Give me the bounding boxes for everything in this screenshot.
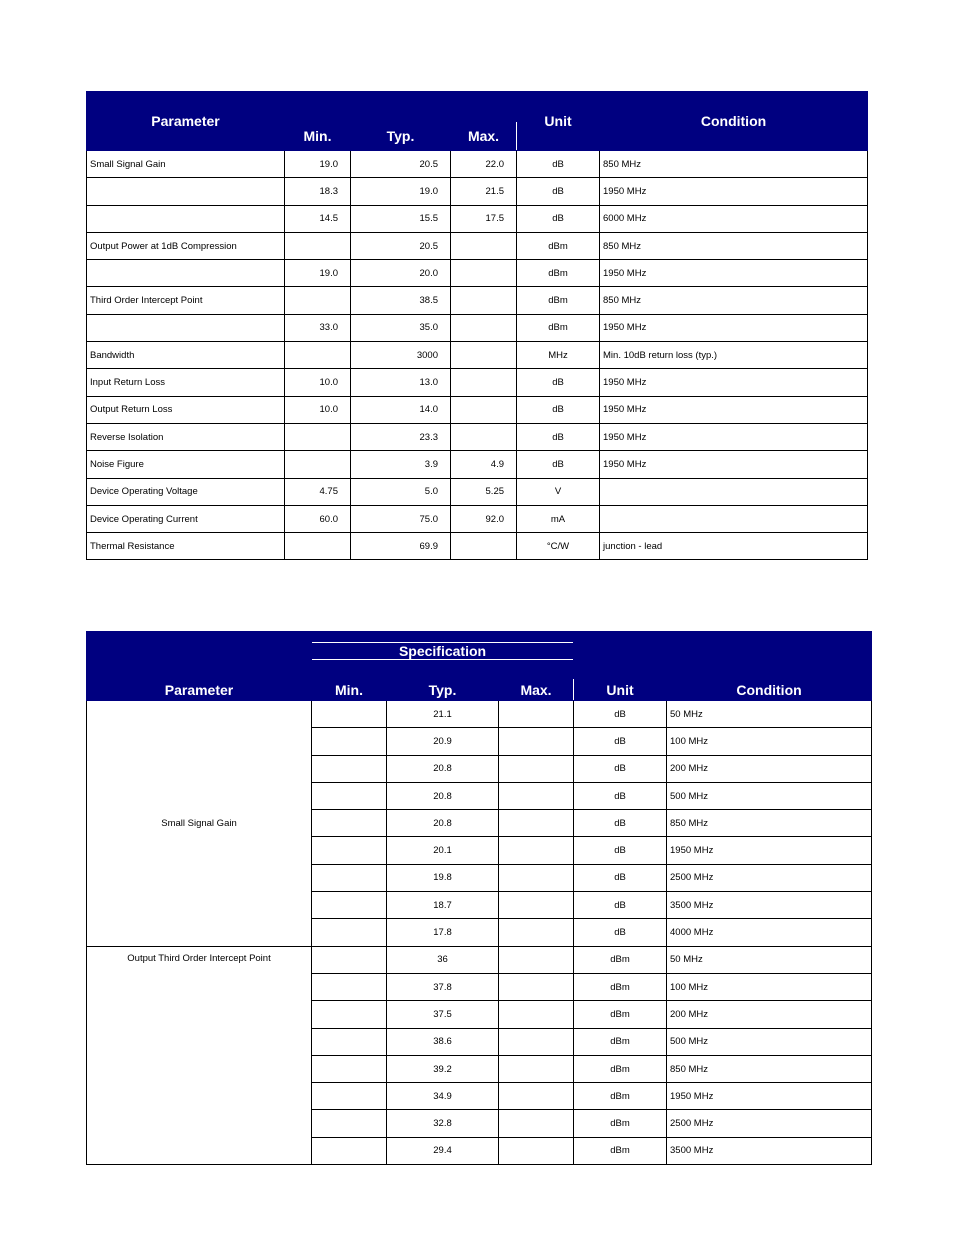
typ-cell: 14.0 bbox=[351, 396, 451, 423]
condition-cell bbox=[600, 478, 868, 505]
min-cell bbox=[312, 755, 387, 782]
condition-cell: 1950 MHz bbox=[667, 1083, 872, 1110]
condition-cell: 850 MHz bbox=[600, 232, 868, 259]
unit-cell: dB bbox=[574, 810, 667, 837]
typ-cell: 34.9 bbox=[387, 1083, 499, 1110]
condition-cell: 1950 MHz bbox=[600, 396, 868, 423]
min-cell bbox=[312, 728, 387, 755]
max-cell bbox=[451, 260, 517, 287]
typ-cell: 39.2 bbox=[387, 1055, 499, 1082]
condition-cell: 850 MHz bbox=[600, 151, 868, 178]
header-typ: Typ. bbox=[351, 122, 451, 151]
unit-cell: dBm bbox=[574, 1001, 667, 1028]
min-cell bbox=[312, 810, 387, 837]
max-cell bbox=[499, 728, 574, 755]
header-condition: Condition bbox=[600, 92, 868, 151]
table-row bbox=[87, 946, 872, 973]
min-cell: 19.0 bbox=[285, 151, 351, 178]
typ-cell: 20.9 bbox=[387, 728, 499, 755]
unit-cell: V bbox=[517, 478, 600, 505]
frequency-table-header bbox=[87, 632, 872, 701]
max-cell bbox=[499, 1028, 574, 1055]
condition-cell: 3500 MHz bbox=[667, 892, 872, 919]
typ-cell: 36 bbox=[387, 946, 499, 973]
unit-cell: dB bbox=[517, 451, 600, 478]
parameter-cell: Thermal Resistance bbox=[87, 533, 285, 560]
max-cell bbox=[499, 837, 574, 864]
min-cell bbox=[312, 1028, 387, 1055]
unit-cell: dBm bbox=[517, 260, 600, 287]
max-cell bbox=[451, 423, 517, 450]
header-unit: Unit bbox=[517, 92, 600, 151]
unit-cell: dB bbox=[574, 919, 667, 946]
condition-cell: 1950 MHz bbox=[600, 423, 868, 450]
max-cell bbox=[499, 1001, 574, 1028]
typ-cell: 38.5 bbox=[351, 287, 451, 314]
max-cell bbox=[499, 919, 574, 946]
max-cell: 22.0 bbox=[451, 151, 517, 178]
min-cell bbox=[285, 342, 351, 369]
max-cell bbox=[499, 973, 574, 1000]
spec-gap bbox=[312, 660, 573, 678]
header-spec-group bbox=[285, 92, 517, 122]
condition-cell: 1950 MHz bbox=[600, 260, 868, 287]
max-cell bbox=[451, 287, 517, 314]
condition-cell: Min. 10dB return loss (typ.) bbox=[600, 342, 868, 369]
condition-cell bbox=[600, 505, 868, 532]
header-max: Max. bbox=[499, 679, 574, 701]
header-unit: Unit bbox=[574, 632, 667, 701]
max-cell bbox=[451, 314, 517, 341]
max-cell: 4.9 bbox=[451, 451, 517, 478]
typ-cell: 19.8 bbox=[387, 864, 499, 891]
table-row bbox=[87, 342, 868, 369]
parameter-cell: Small Signal Gain bbox=[87, 151, 285, 178]
max-cell bbox=[451, 533, 517, 560]
table-row bbox=[87, 287, 868, 314]
spec-spacer bbox=[312, 632, 573, 643]
table-row bbox=[87, 369, 868, 396]
max-cell bbox=[451, 342, 517, 369]
max-cell bbox=[499, 1137, 574, 1164]
max-cell bbox=[451, 396, 517, 423]
condition-cell: 850 MHz bbox=[600, 287, 868, 314]
parameter-cell: Noise Figure bbox=[87, 451, 285, 478]
min-cell bbox=[285, 533, 351, 560]
condition-cell: 1950 MHz bbox=[600, 314, 868, 341]
condition-cell: junction - lead bbox=[600, 533, 868, 560]
typ-cell: 5.0 bbox=[351, 478, 451, 505]
condition-cell: 50 MHz bbox=[667, 946, 872, 973]
header-parameter: Parameter bbox=[87, 632, 312, 701]
min-cell bbox=[312, 1083, 387, 1110]
typ-cell: 32.8 bbox=[387, 1110, 499, 1137]
min-cell bbox=[312, 892, 387, 919]
unit-cell: dB bbox=[517, 369, 600, 396]
condition-cell: 500 MHz bbox=[667, 1028, 872, 1055]
parameter-group-cell: Small Signal Gain bbox=[87, 701, 312, 947]
header-min: Min. bbox=[312, 679, 387, 701]
min-cell bbox=[312, 1137, 387, 1164]
min-cell bbox=[312, 1001, 387, 1028]
min-cell: 14.5 bbox=[285, 205, 351, 232]
min-cell bbox=[285, 232, 351, 259]
unit-cell: dB bbox=[517, 423, 600, 450]
specifications-table-header bbox=[87, 92, 868, 151]
min-cell bbox=[312, 946, 387, 973]
min-cell: 18.3 bbox=[285, 178, 351, 205]
table-row bbox=[87, 423, 868, 450]
typ-cell: 20.8 bbox=[387, 810, 499, 837]
table-row bbox=[87, 505, 868, 532]
max-cell bbox=[499, 1083, 574, 1110]
typ-cell: 20.8 bbox=[387, 782, 499, 809]
table-row bbox=[87, 151, 868, 178]
max-cell bbox=[499, 810, 574, 837]
condition-cell: 2500 MHz bbox=[667, 864, 872, 891]
table-row bbox=[87, 451, 868, 478]
condition-cell: 4000 MHz bbox=[667, 919, 872, 946]
parameter-group-cell: Output Third Order Intercept Point bbox=[87, 946, 312, 1164]
parameter-cell: Reverse Isolation bbox=[87, 423, 285, 450]
min-cell bbox=[312, 782, 387, 809]
min-cell bbox=[285, 451, 351, 478]
unit-cell: MHz bbox=[517, 342, 600, 369]
min-cell bbox=[312, 701, 387, 728]
parameter-cell: Output Power at 1dB Compression bbox=[87, 232, 285, 259]
unit-cell: dB bbox=[574, 892, 667, 919]
parameter-cell bbox=[87, 205, 285, 232]
typ-cell: 3.9 bbox=[351, 451, 451, 478]
typ-cell: 18.7 bbox=[387, 892, 499, 919]
condition-cell: 2500 MHz bbox=[667, 1110, 872, 1137]
max-cell bbox=[499, 946, 574, 973]
min-cell bbox=[312, 1110, 387, 1137]
typ-cell: 20.5 bbox=[351, 232, 451, 259]
typ-cell: 37.8 bbox=[387, 973, 499, 1000]
max-cell bbox=[499, 755, 574, 782]
max-cell bbox=[499, 1110, 574, 1137]
typ-cell: 20.0 bbox=[351, 260, 451, 287]
unit-cell: dB bbox=[574, 864, 667, 891]
max-cell bbox=[499, 1055, 574, 1082]
max-cell: 17.5 bbox=[451, 205, 517, 232]
parameter-cell: Device Operating Voltage bbox=[87, 478, 285, 505]
unit-cell: dBm bbox=[574, 946, 667, 973]
min-cell: 10.0 bbox=[285, 396, 351, 423]
condition-cell: 1950 MHz bbox=[600, 451, 868, 478]
parameter-cell: Third Order Intercept Point bbox=[87, 287, 285, 314]
min-cell bbox=[285, 423, 351, 450]
parameter-cell bbox=[87, 178, 285, 205]
typ-cell: 20.5 bbox=[351, 151, 451, 178]
unit-cell: dBm bbox=[517, 314, 600, 341]
max-cell: 92.0 bbox=[451, 505, 517, 532]
unit-cell: dBm bbox=[574, 1137, 667, 1164]
parameter-cell: Output Return Loss bbox=[87, 396, 285, 423]
table-row bbox=[87, 314, 868, 341]
table-row bbox=[87, 396, 868, 423]
typ-cell: 37.5 bbox=[387, 1001, 499, 1028]
typ-cell: 15.5 bbox=[351, 205, 451, 232]
unit-cell: dB bbox=[517, 151, 600, 178]
condition-cell: 850 MHz bbox=[667, 1055, 872, 1082]
header-specification: Specification bbox=[312, 643, 573, 660]
min-cell: 4.75 bbox=[285, 478, 351, 505]
max-cell: 5.25 bbox=[451, 478, 517, 505]
parameter-cell: Bandwidth bbox=[87, 342, 285, 369]
header-parameter: Parameter bbox=[87, 92, 285, 151]
condition-cell: 200 MHz bbox=[667, 1001, 872, 1028]
header-specification-cell bbox=[312, 632, 574, 679]
min-cell bbox=[312, 1055, 387, 1082]
parameter-cell bbox=[87, 260, 285, 287]
typ-cell: 29.4 bbox=[387, 1137, 499, 1164]
condition-cell: 1950 MHz bbox=[667, 837, 872, 864]
typ-cell: 35.0 bbox=[351, 314, 451, 341]
max-cell bbox=[451, 232, 517, 259]
typ-cell: 13.0 bbox=[351, 369, 451, 396]
condition-cell: 200 MHz bbox=[667, 755, 872, 782]
condition-cell: 1950 MHz bbox=[600, 178, 868, 205]
unit-cell: dB bbox=[517, 205, 600, 232]
typ-cell: 21.1 bbox=[387, 701, 499, 728]
unit-cell: dBm bbox=[517, 232, 600, 259]
max-cell: 21.5 bbox=[451, 178, 517, 205]
max-cell bbox=[499, 864, 574, 891]
min-cell: 60.0 bbox=[285, 505, 351, 532]
typ-cell: 38.6 bbox=[387, 1028, 499, 1055]
typ-cell: 69.9 bbox=[351, 533, 451, 560]
unit-cell: dBm bbox=[574, 973, 667, 1000]
specifications-table bbox=[86, 91, 868, 560]
table-row bbox=[87, 701, 872, 728]
unit-cell: dB bbox=[517, 178, 600, 205]
condition-cell: 6000 MHz bbox=[600, 205, 868, 232]
parameter-cell: Input Return Loss bbox=[87, 369, 285, 396]
header-max: Max. bbox=[451, 122, 517, 151]
unit-cell: mA bbox=[517, 505, 600, 532]
unit-cell: dB bbox=[574, 837, 667, 864]
min-cell bbox=[312, 919, 387, 946]
typ-cell: 3000 bbox=[351, 342, 451, 369]
condition-cell: 50 MHz bbox=[667, 701, 872, 728]
min-cell: 33.0 bbox=[285, 314, 351, 341]
table-row bbox=[87, 478, 868, 505]
condition-cell: 100 MHz bbox=[667, 973, 872, 1000]
condition-cell: 850 MHz bbox=[667, 810, 872, 837]
condition-cell: 1950 MHz bbox=[600, 369, 868, 396]
condition-cell: 3500 MHz bbox=[667, 1137, 872, 1164]
typ-cell: 75.0 bbox=[351, 505, 451, 532]
table-row bbox=[87, 260, 868, 287]
typ-cell: 19.0 bbox=[351, 178, 451, 205]
unit-cell: dBm bbox=[574, 1110, 667, 1137]
specifications-table-body bbox=[87, 151, 868, 560]
header-condition: Condition bbox=[667, 632, 872, 701]
unit-cell: dB bbox=[574, 782, 667, 809]
min-cell: 10.0 bbox=[285, 369, 351, 396]
header-typ: Typ. bbox=[387, 679, 499, 701]
typ-cell: 23.3 bbox=[351, 423, 451, 450]
header-min: Min. bbox=[285, 122, 351, 151]
table-row bbox=[87, 205, 868, 232]
table-row bbox=[87, 178, 868, 205]
unit-cell: dB bbox=[574, 701, 667, 728]
unit-cell: dB bbox=[517, 396, 600, 423]
min-cell bbox=[312, 973, 387, 1000]
table-row bbox=[87, 533, 868, 560]
max-cell bbox=[451, 369, 517, 396]
min-cell bbox=[312, 837, 387, 864]
table-row bbox=[87, 232, 868, 259]
typ-cell: 20.1 bbox=[387, 837, 499, 864]
parameter-cell bbox=[87, 314, 285, 341]
condition-cell: 100 MHz bbox=[667, 728, 872, 755]
max-cell bbox=[499, 701, 574, 728]
unit-cell: °C/W bbox=[517, 533, 600, 560]
frequency-table bbox=[86, 631, 872, 1165]
condition-cell: 500 MHz bbox=[667, 782, 872, 809]
min-cell: 19.0 bbox=[285, 260, 351, 287]
min-cell bbox=[312, 864, 387, 891]
min-cell bbox=[285, 287, 351, 314]
unit-cell: dBm bbox=[574, 1028, 667, 1055]
frequency-table-body bbox=[87, 701, 872, 1165]
unit-cell: dBm bbox=[574, 1083, 667, 1110]
unit-cell: dBm bbox=[517, 287, 600, 314]
unit-cell: dB bbox=[574, 755, 667, 782]
max-cell bbox=[499, 782, 574, 809]
max-cell bbox=[499, 892, 574, 919]
typ-cell: 17.8 bbox=[387, 919, 499, 946]
parameter-cell: Device Operating Current bbox=[87, 505, 285, 532]
unit-cell: dB bbox=[574, 728, 667, 755]
unit-cell: dBm bbox=[574, 1055, 667, 1082]
typ-cell: 20.8 bbox=[387, 755, 499, 782]
